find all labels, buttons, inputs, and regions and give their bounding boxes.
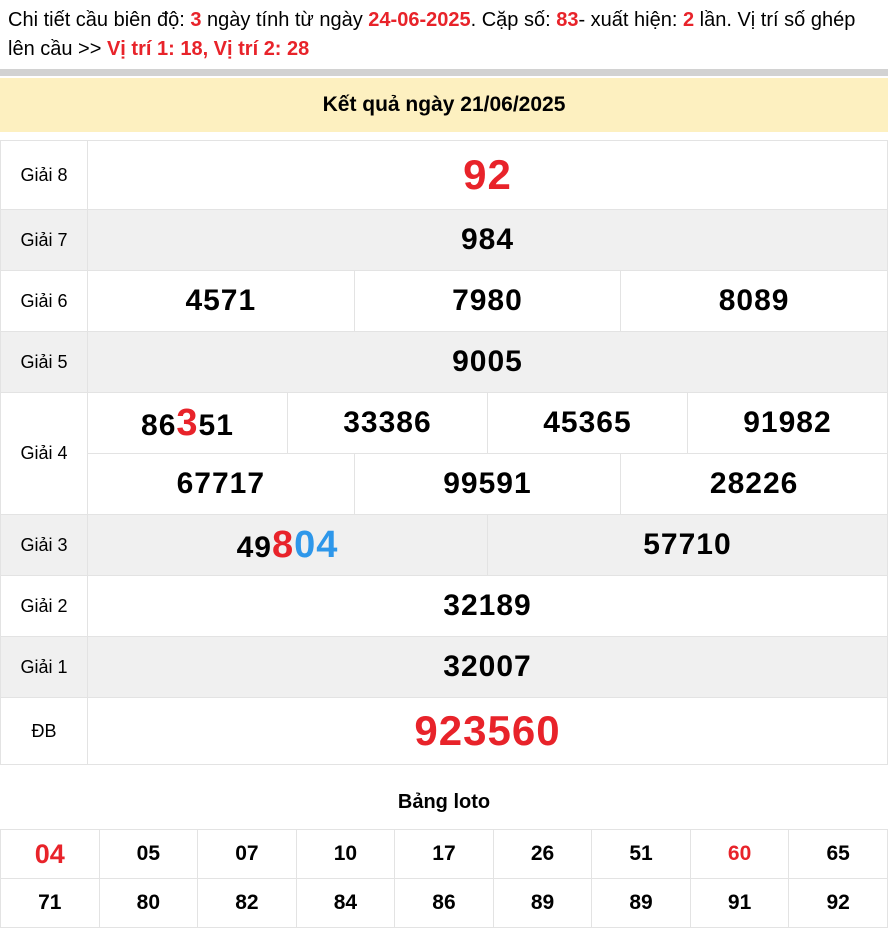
prize-value-cell	[487, 393, 687, 454]
prize-value-cell	[621, 271, 888, 332]
digits: 49	[236, 530, 272, 564]
loto-title: Bảng loto	[397, 791, 491, 813]
result-row	[1, 637, 888, 698]
digits: 91982	[743, 406, 832, 439]
cau-info-segment: - xuất hiện:	[578, 9, 683, 31]
loto-cell: 26	[493, 830, 592, 879]
prize-value-cell	[354, 454, 621, 515]
prize-value-cell	[88, 454, 355, 515]
prize-value-cell	[88, 332, 888, 393]
prize-value-cell	[621, 454, 888, 515]
cau-info-highlight: 3	[190, 9, 202, 31]
digits: 67717	[176, 467, 266, 500]
prize-label: Giải 4	[1, 393, 88, 515]
result-row	[1, 271, 888, 332]
prize-value-cell	[88, 141, 888, 210]
digits: 28226	[709, 467, 799, 500]
result-row	[1, 454, 888, 515]
loto-row	[1, 830, 888, 879]
result-row	[1, 210, 888, 271]
cau-info-segment: lần. Vị trí số ghép lên cầu >>	[8, 9, 856, 60]
divider-bar	[0, 69, 888, 76]
loto-cell: 60	[690, 830, 789, 879]
loto-row	[1, 879, 888, 928]
cau-info-highlight: 24-06-2025	[368, 9, 471, 31]
digits: 99591	[443, 467, 532, 500]
loto-cell: 10	[296, 830, 395, 879]
loto-cell: 89	[493, 879, 592, 928]
digits: 9005	[452, 345, 523, 378]
results-table	[0, 140, 888, 765]
result-row	[1, 576, 888, 637]
prize-value-cell	[88, 576, 888, 637]
loto-cell: 86	[395, 879, 494, 928]
cau-info-text	[0, 0, 888, 67]
result-title: Kết quả ngày 21/06/2025	[0, 78, 888, 132]
prize-value-cell	[487, 515, 887, 576]
prize-value-cell	[354, 271, 621, 332]
result-row	[1, 393, 888, 454]
prize-label: Giải 6	[1, 271, 88, 332]
digits: 51	[198, 408, 234, 442]
digits: 4571	[185, 284, 257, 317]
result-row	[1, 515, 888, 576]
prize-label: Giải 5	[1, 332, 88, 393]
prize-value-cell	[88, 210, 888, 271]
prize-label: Giải 7	[1, 210, 88, 271]
loto-cell: 82	[198, 879, 297, 928]
prize-value-cell	[88, 271, 355, 332]
loto-cell: 17	[395, 830, 494, 879]
digits: 57710	[643, 528, 732, 561]
prize-label: Giải 3	[1, 515, 88, 576]
prize-value-cell	[287, 393, 487, 454]
highlighted-digits: 04	[294, 523, 339, 566]
loto-cell: 91	[690, 879, 789, 928]
prize-value-cell	[88, 698, 888, 765]
prize-label: Giải 1	[1, 637, 88, 698]
cau-info-highlight: 83	[556, 9, 579, 31]
digits: 33386	[343, 406, 432, 439]
loto-cell: 89	[592, 879, 691, 928]
digits: 45365	[543, 406, 632, 439]
loto-cell: 51	[592, 830, 691, 879]
prize-label: ĐB	[1, 698, 88, 765]
result-row	[1, 332, 888, 393]
result-row	[1, 698, 888, 765]
results-table-body	[1, 141, 888, 765]
digits: 7980	[452, 284, 523, 317]
digits: 32189	[443, 589, 532, 622]
result-row	[1, 141, 888, 210]
digits: 86	[141, 408, 177, 442]
digits: 8089	[718, 284, 790, 317]
loto-cell: 92	[789, 879, 888, 928]
prize-label: Giải 2	[1, 576, 88, 637]
prize-value-cell	[88, 515, 488, 576]
loto-table	[0, 829, 888, 928]
loto-cell: 65	[789, 830, 888, 879]
loto-cell: 04	[1, 830, 100, 879]
highlighted-digits: 92	[463, 151, 512, 198]
digits: 984	[460, 223, 515, 256]
prize-value-cell	[88, 637, 888, 698]
loto-cell: 07	[198, 830, 297, 879]
cau-info-segment: ngày tính từ ngày	[201, 9, 369, 31]
highlighted-digits: 923560	[414, 707, 561, 754]
highlighted-digits: 3	[176, 401, 199, 444]
digits: 32007	[443, 650, 532, 683]
highlighted-digits: 8	[271, 523, 295, 566]
cau-info-segment: . Cặp số:	[470, 9, 557, 31]
cau-info-highlight: Vị trí 1: 18, Vị trí 2: 28	[106, 38, 310, 60]
loto-table-body	[1, 830, 888, 928]
loto-cell: 05	[99, 830, 198, 879]
prize-label: Giải 8	[1, 141, 88, 210]
loto-cell: 71	[1, 879, 100, 928]
loto-cell: 84	[296, 879, 395, 928]
loto-cell: 80	[99, 879, 198, 928]
prize-value-cell	[88, 393, 288, 454]
cau-info-highlight: 2	[682, 9, 695, 31]
prize-value-cell	[687, 393, 887, 454]
cau-info-segment: Chi tiết cầu biên độ:	[8, 9, 191, 31]
